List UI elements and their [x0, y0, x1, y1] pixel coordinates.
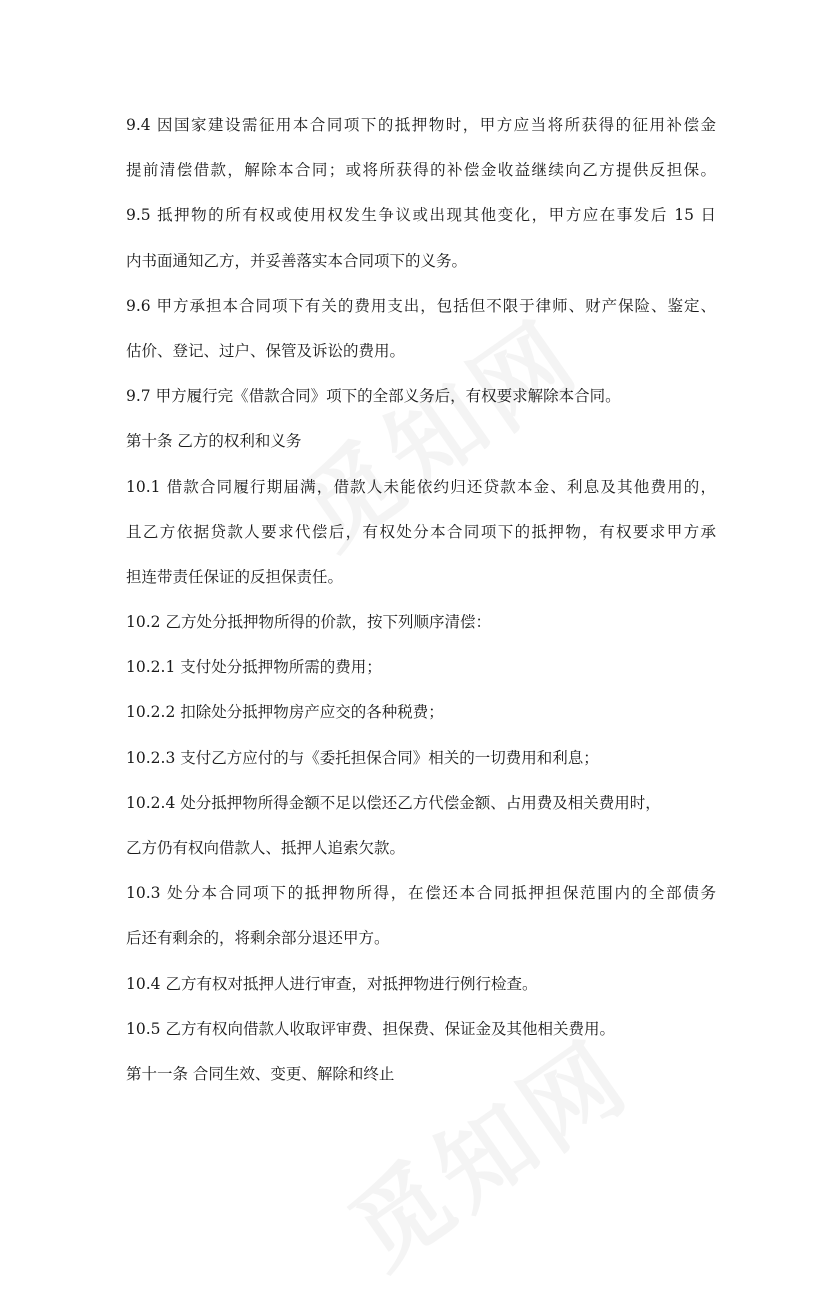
clause-10-2-1: 10.2.1 支付处分抵押物所需的费用； [126, 658, 382, 677]
document-body [126, 103, 716, 1097]
clause-10-3-line-1: 10.3 处分本合同项下的抵押物所得，在偿还本合同抵押担保范围内的全部债务 [126, 884, 716, 903]
clause-10-1-line-1: 10.1 借款合同履行期届满，借款人未能依约归还贷款本金、利息及其他费用的， [126, 477, 716, 496]
clause-9-4-line-1: 9.4 因国家建设需征用本合同项下的抵押物时，甲方应当将所获得的征用补偿金 [126, 116, 716, 134]
clause-9-6-line-1: 9.6 甲方承担本合同项下有关的费用支出，包括但不限于律师、财产保险、鉴定、 [126, 296, 716, 315]
clause-9-4-line-2: 提前清偿借款，解除本合同；或将所获得的补偿金收益继续向乙方提供反担保。 [126, 161, 716, 180]
clause-9-5-line-1: 9.5 抵押物的所有权或使用权发生争议或出现其他变化，甲方应在事发后 15 日 [126, 206, 716, 225]
clause-10-5: 10.5 乙方有权向借款人收取评审费、担保费、保证金及其他相关费用。 [126, 1019, 615, 1038]
clause-9-7: 9.7 甲方履行完《借款合同》项下的全部义务后，有权要求解除本合同。 [126, 387, 621, 406]
clause-10-2: 10.2 乙方处分抵押物所得的价款，按下列顺序清偿： [126, 613, 491, 632]
article-11-heading: 第十一条 合同生效、变更、解除和终止 [126, 1064, 395, 1083]
clause-10-3-line-2: 后还有剩余的，将剩余部分退还甲方。 [126, 929, 390, 948]
clause-10-1-line-2: 且乙方依据贷款人要求代偿后，有权处分本合同项下的抵押物，有权要求甲方承 [126, 522, 716, 541]
clause-9-6-line-2: 估价、登记、过户、保管及诉讼的费用。 [126, 341, 406, 360]
clause-10-2-4-line-1: 10.2.4 处分抵押物所得金额不足以偿还乙方代偿金额、占用费及相关费用时， [126, 793, 661, 812]
clause-9-5-line-2: 内书面通知乙方，并妥善落实本合同项下的义务。 [126, 251, 468, 270]
clause-10-4: 10.4 乙方有权对抵押人进行审查，对抵押物进行例行检查。 [126, 974, 538, 993]
clause-10-2-2: 10.2.2 扣除处分抵押物房产应交的各种税费； [126, 703, 444, 722]
clause-10-1-line-3: 担连带责任保证的反担保责任。 [126, 567, 344, 586]
article-10-heading: 第十条 乙方的权利和义务 [126, 432, 302, 451]
clause-10-2-4-line-2: 乙方仍有权向借款人、抵押人追索欠款。 [126, 839, 406, 857]
clause-10-2-3: 10.2.3 支付乙方应付的与《委托担保合同》相关的一切费用和利息； [126, 748, 599, 767]
